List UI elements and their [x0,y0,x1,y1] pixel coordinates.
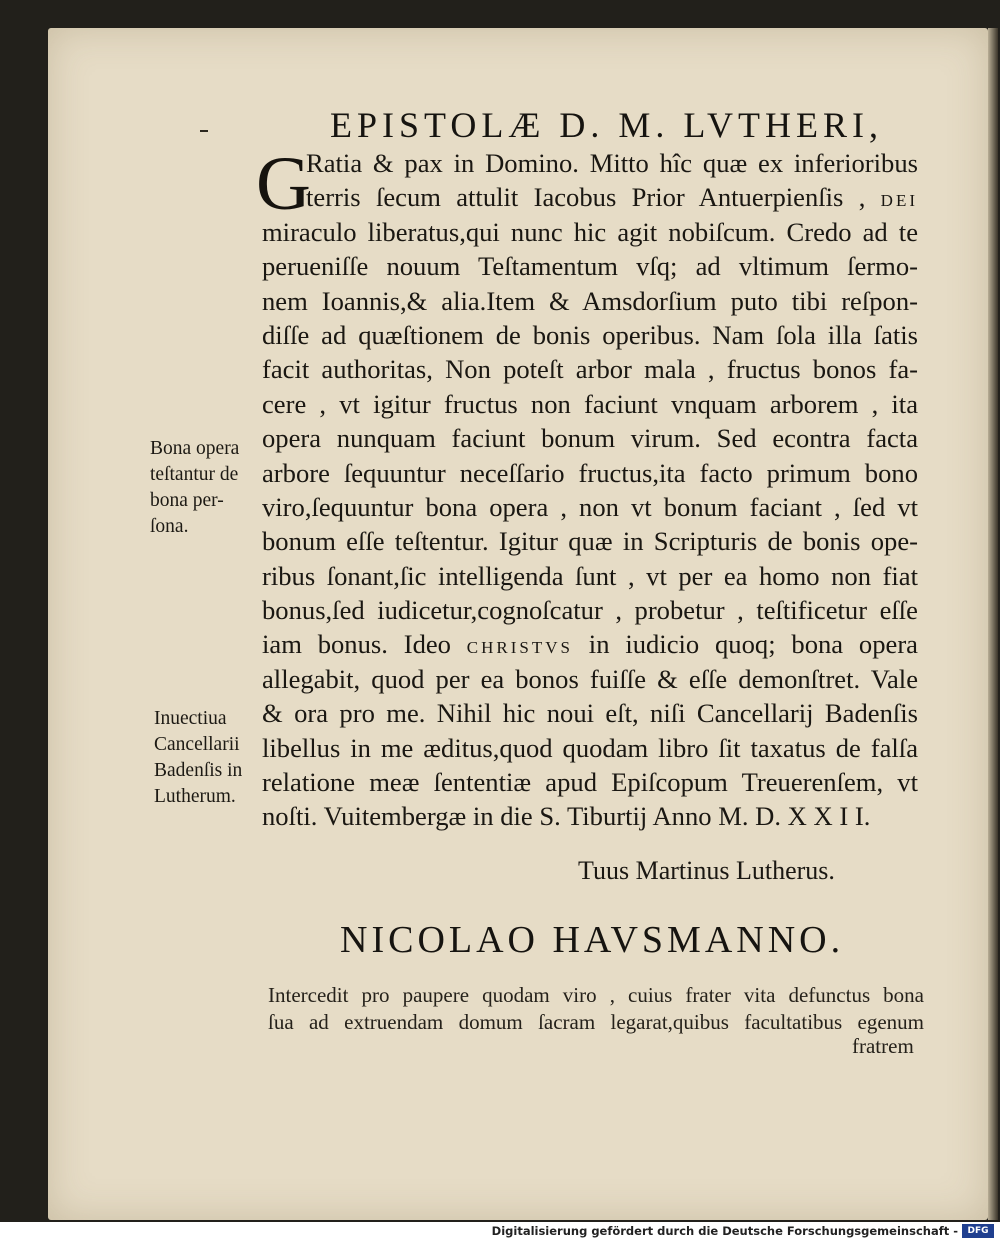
letter-line: ribus ſonant,ſic intelligenda ſunt , vt per ea homo non fiat [262,560,918,591]
page-edge [988,28,998,1220]
catchword: fratrem [852,1034,914,1058]
letter-line: facit authoritas, Non poteſt arbor mala , fructus bonos fa- [262,354,918,385]
signature: Tuus Martinus Lutherus. [578,856,835,885]
margin-note-inuectiua [154,706,242,810]
letter-line: viro,ſequuntur bona opera , non vt bonum faciant , ſed vt [262,491,918,522]
letter-summary [268,982,924,1036]
letter-line: allegabit, quod per ea bonos fuiſſe & eſſe demonſtret. Vale [262,663,918,694]
letter-line: libellus in me æditus,quod quodam libro ſit taxatus de falſa [262,732,918,763]
letter-line: miraculo liberatus,qui nunc hic agit nobiſcum. Credo ad te [262,216,918,247]
letter-heading: NICOLAO HAVSMANNO. [340,919,845,961]
drop-cap: G [256,142,311,226]
margin-note-line: Bona opera [150,438,240,459]
small-caps-dei: DEI [880,191,918,211]
letter-line: relatione meæ ſententiæ apud Epiſcopum Treuerenſem, vt [262,767,918,798]
letter-line: noſti. Vuitembergæ in die S. Tiburtij Anno M. D. X X I I. [262,801,871,832]
letter-line: & ora pro me. Nihil hic noui eſt, niſi Cancellarij Badenſis [262,698,918,729]
letter-line: bonus,ſed iudicetur,cognoſcatur , probetur , teſtificetur eſſe [262,595,918,626]
margin-note-line: Inuectiua [154,708,227,729]
margin-note-line: bona per- [150,490,224,511]
letter-line: diſſe ad quæſtionem de bonis operibus. Nam ſola illa ſatis [262,319,918,350]
letter-line: bonum eſſe teſtentur. Igitur quæ in Scripturis de bonis ope- [262,526,918,557]
margin-note-line: Cancellarii [154,734,240,755]
letter-line-tail: in iudicio quoq; bona opera [572,629,918,660]
margin-dash [200,130,208,132]
summary-line: ſua ad extruendam domum ſacram legarat,quibus facultatibus egenum [268,1010,924,1034]
summary-line: Intercedit pro paupere quodam viro , cuius frater vita defunctus bona [268,983,924,1007]
margin-note-line: teſtantur de [150,464,239,485]
footer-bar [0,1222,1000,1241]
margin-note-bona-opera [150,436,239,540]
letter-line-text: terris ſecum attulit Iacobus Prior Antuerpienſis , [306,182,881,213]
margin-note-line: Badenſis in [154,760,243,781]
dfg-logo: DFG [962,1224,994,1238]
margin-note-line: Lutherum. [154,786,236,807]
letter-line: perueniſſe nouum Teſtamentum vſq; ad vltimum ſermo- [262,251,918,282]
letter-body [262,146,918,834]
small-caps-christus: CHRISTVS [466,638,573,658]
letter-line: cere , vt igitur fructus non faciunt vnquam arborem , ita [262,388,918,419]
footer-credit: Digitalisierung gefördert durch die Deutsche Forschungsgemeinschaft - [491,1224,958,1238]
running-head: EPISTOLÆ D. M. LVTHERI, [330,105,884,145]
letter-line-text: iam bonus. Ideo [262,629,467,660]
letter-line: opera nunquam faciunt bonum virum. Sed econtra facta [262,423,918,454]
letter-line: arbore ſequuntur neceſſario fructus,ita facto primum bono [262,457,918,488]
letter-line: Ratia & pax in Domino. Mitto hîc quæ ex inferioribus [306,148,918,178]
margin-note-line: ſona. [150,516,189,537]
letter-line: nem Ioannis,& alia.Item & Amsdorſium puto tibi reſpon- [262,285,918,316]
letter-line [262,627,918,661]
letter-line [262,180,918,214]
